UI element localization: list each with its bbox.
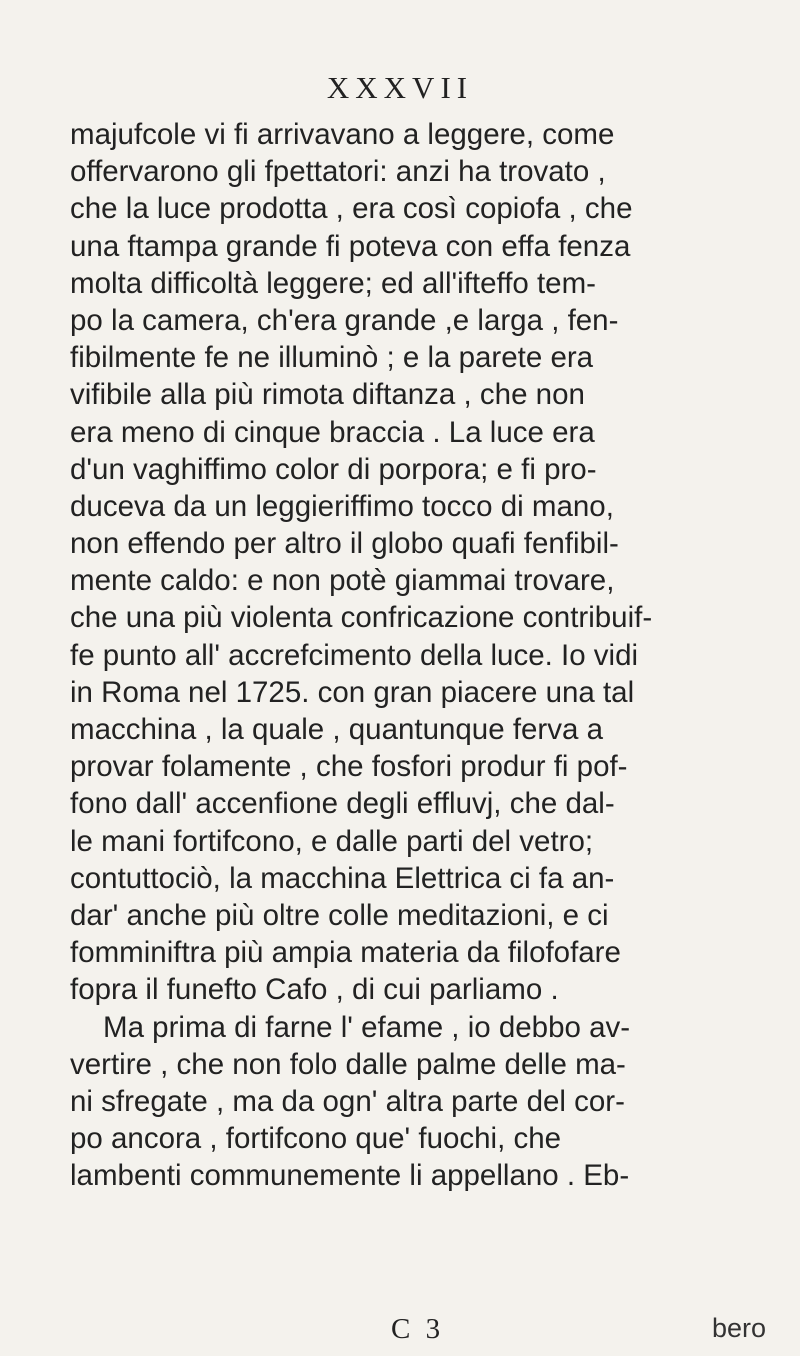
text-line: majufcole vi fi arrivavano a leggere, come (70, 118, 615, 151)
text-line: lambenti communemente li appellano . Eb- (70, 1159, 630, 1193)
text-line: duceva da un leggieriffimo tocco di mano, (70, 489, 614, 523)
catchword: bero (712, 1313, 767, 1343)
text-line: fibilmente fe ne illuminò ; e la parete era (70, 341, 594, 375)
text-line: una ftampa grande fi poteva con effa fenza (70, 229, 631, 263)
text-line: po ancora , fortifcono que' fuochi, che (70, 1122, 562, 1156)
page-footer (0, 1313, 800, 1353)
text-line: contuttociò, la macchina Elettrica ci fa an- (70, 861, 615, 895)
text-line: fe punto all' accrefcimento della luce. Io vidi (70, 638, 639, 672)
signature-mark: C 3 (391, 1313, 445, 1345)
text-line: vifibile alla più rimota diftanza , che non (70, 378, 585, 412)
text-line: offervarono gli fpettatori: anzi ha trovato , (70, 155, 606, 189)
text-line: provar folamente , che fosfori produr fi pof- (70, 750, 628, 784)
text-line: era meno di cinque braccia . La luce era (70, 415, 595, 449)
body-text (70, 116, 770, 1194)
text-line: che la luce prodotta , era così copiofa , che (70, 192, 633, 226)
text-line: fopra il funefto Cafo , di cui parliamo . (70, 973, 559, 1007)
text-line: in Roma nel 1725. con gran piacere una tal (70, 675, 635, 709)
page-number-header: XXXVII (326, 70, 474, 105)
text-line: macchina , la quale , quantunque ferva a (70, 713, 604, 746)
text-line: che una più violenta confricazione contribuif- (70, 601, 653, 635)
text-line: fono dall' accenfione degli effluvj, che dal- (70, 787, 615, 821)
text-line: molta difficoltà leggere; ed all'ifteffo tem- (70, 266, 596, 300)
text-line: dar' anche più oltre colle meditazioni, e ci (70, 898, 609, 932)
text-line: ni sfregate , ma da ogn' altra parte del cor- (70, 1084, 625, 1118)
text-line: non effendo per altro il globo quafi fenfibil- (70, 527, 619, 561)
text-line: vertire , che non folo dalle palme delle ma- (70, 1047, 626, 1081)
text-line: po la camera, ch'era grande ,e larga , fen- (70, 303, 619, 337)
text-line-paragraph-start: Ma prima di farne l' efame , io debbo av- (103, 1010, 631, 1044)
text-line: mente caldo: e non potè giammai trovare, (70, 564, 615, 598)
text-line: le mani fortifcono, e dalle parti del vetro; (70, 824, 594, 858)
text-line: d'un vaghiffimo color di porpora; e fi pro- (70, 452, 597, 486)
text-line: fomminiftra più ampia materia da filofofare (70, 936, 621, 970)
